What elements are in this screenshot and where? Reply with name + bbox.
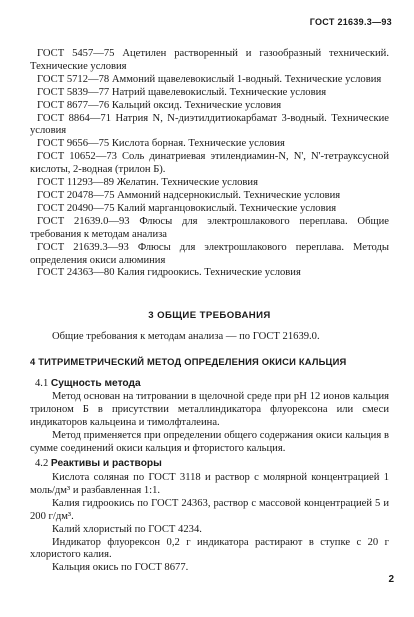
paragraph: Калий хлористый по ГОСТ 4234. [52,523,202,535]
subsection-4-2-heading [35,458,394,469]
section-3-text: Общие требования к методам анализа — по ГОСТ 21639.0. [52,331,320,342]
page-header: ГОСТ 21639.3—93 [309,17,392,27]
subsection-number: 4.1 [35,378,49,389]
page-number: 2 [388,574,394,585]
reference-item: ГОСТ 21639.0—93 Флюсы для электрошлакового переплава. Общие требования к методам анализа [30,215,389,240]
paragraph: Метод основан на титровании в щелочной среде при pH 12 ионов кальция трилоном Б в присутствии металлиндикатора флуорексона или смеси индикаторов кальцеина и тимолфталеина. [30,391,389,428]
reference-item: ГОСТ 5457—75 Ацетилен растворенный и газообразный технический. Технические условия [30,48,389,72]
subsection-4-2-body [30,472,389,575]
standards-reference-list [30,48,389,280]
section-3-heading: 3 ОБЩИЕ ТРЕБОВАНИЯ [148,310,271,321]
reference-item: ГОСТ 24363—80 Калия гидроокись. Технические условия [37,267,301,279]
section-4-heading: 4 ТИТРИМЕТРИЧЕСКИЙ МЕТОД ОПРЕДЕЛЕНИЯ ОКИСИ КАЛЬЦИЯ [30,356,347,367]
reference-item: ГОСТ 21639.3—93 Флюсы для электрошлакового переплава. Методы определения окиси алюминия [30,241,389,266]
subsection-number: 4.2 [35,458,49,469]
paragraph: Метод применяется при определении общего содержания окиси кальция в сумме соединений окиси кальция и фтористого кальция. [30,429,389,454]
reference-item: ГОСТ 5839—77 Натрий щавелевокислый. Технические условия [37,86,327,98]
reference-item: ГОСТ 5712—78 Аммоний щавелевокислый 1-водный. Технические условия [37,73,382,85]
subsection-4-1-heading [35,378,394,389]
paragraph: Индикатор флуорексон 0,2 г индикатора растирают в ступке с 20 г хлористого калия. [30,536,389,561]
reference-item: ГОСТ 11293—89 Желатин. Технические условия [37,177,258,189]
subsection-title: Сущность метода [50,378,141,389]
reference-item: ГОСТ 20490—75 Калий марганцовокислый. Технические условия [37,202,337,214]
reference-item: ГОСТ 8677—76 Кальций оксид. Технические условия [37,99,282,111]
reference-item: ГОСТ 9656—75 Кислота борная. Технические условия [37,138,285,150]
paragraph: Калия гидроокись по ГОСТ 24363, раствор с массовой концентрацией 5 и 200 г/дм³. [30,497,389,522]
reference-item: ГОСТ 20478—75 Аммоний надсернокислый. Технические условия [37,189,341,201]
reference-item: ГОСТ 10652—73 Соль динатриевая этилендиамин-N, N', N'-тетрауксусной кислоты, 2-водная (трилон Б). [30,151,389,176]
paragraph: Кальция окись по ГОСТ 8677. [52,562,189,574]
subsection-title: Реактивы и растворы [50,458,162,469]
paragraph: Кислота соляная по ГОСТ 3118 и раствор с молярной концентрацией 1 моль/дм³ и разбавленная 1:1. [30,472,389,496]
subsection-4-1-body [30,391,389,456]
reference-item: ГОСТ 8864—71 Натрия N, N-диэтилдитиокарбамат 3-водный. Технические условия [30,112,389,137]
